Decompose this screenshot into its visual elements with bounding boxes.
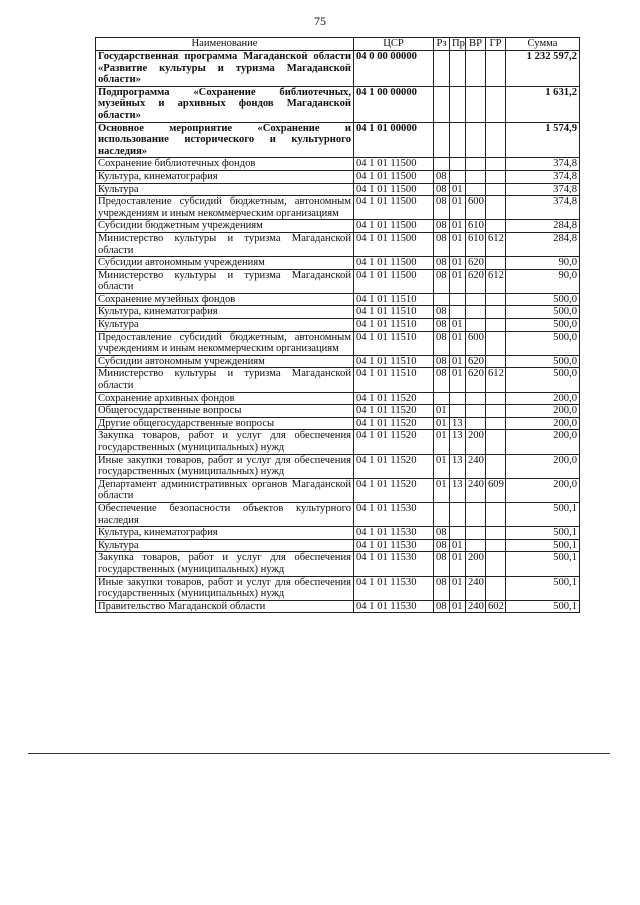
row-gr-cell [486, 196, 506, 220]
table-row [96, 478, 580, 502]
row-sum-cell: 1 631,2 [506, 86, 580, 122]
row-csr-cell: 04 1 01 11510 [354, 306, 434, 319]
row-sum-cell: 200,0 [506, 405, 580, 418]
table-row [96, 51, 580, 87]
table-row [96, 331, 580, 355]
row-vr-cell: 610 [466, 220, 486, 233]
row-vr-cell: 610 [466, 232, 486, 256]
table-row [96, 392, 580, 405]
row-gr-cell [486, 183, 506, 196]
row-sum-cell: 500,0 [506, 319, 580, 332]
row-sum-cell: 500,0 [506, 331, 580, 355]
row-vr-cell: 620 [466, 355, 486, 368]
row-gr-cell [486, 158, 506, 171]
table-row [96, 183, 580, 196]
row-rz-cell: 08 [434, 368, 450, 392]
row-vr-cell [466, 417, 486, 430]
row-csr-cell: 04 1 01 11520 [354, 454, 434, 478]
row-gr-cell [486, 502, 506, 526]
table-row [96, 600, 580, 613]
row-name-cell: Предоставление субсидий бюджетным, автономным учреждениям и иным некоммерческим организациям [96, 196, 354, 220]
row-name-cell: Общегосударственные вопросы [96, 405, 354, 418]
row-csr-cell: 04 1 01 00000 [354, 122, 434, 158]
row-pr-cell [450, 122, 466, 158]
row-gr-cell [486, 552, 506, 576]
row-name-cell: Основное мероприятие «Сохранение и использование исторического и культурного наследия» [96, 122, 354, 158]
row-sum-cell: 200,0 [506, 392, 580, 405]
row-name-cell: Культура [96, 319, 354, 332]
row-name-cell: Иные закупки товаров, работ и услуг для обеспечения государственных (муниципальных) нужд [96, 576, 354, 600]
row-gr-cell [486, 392, 506, 405]
row-rz-cell: 08 [434, 232, 450, 256]
row-rz-cell: 08 [434, 539, 450, 552]
row-csr-cell: 04 1 01 11520 [354, 430, 434, 454]
row-gr-cell [486, 576, 506, 600]
row-pr-cell: 13 [450, 430, 466, 454]
row-pr-cell [450, 306, 466, 319]
row-vr-cell [466, 86, 486, 122]
row-name-cell: Правительство Магаданской области [96, 600, 354, 613]
row-pr-cell [450, 86, 466, 122]
row-rz-cell [434, 86, 450, 122]
row-sum-cell: 500,0 [506, 293, 580, 306]
row-csr-cell: 04 0 00 00000 [354, 51, 434, 87]
table-row [96, 196, 580, 220]
row-pr-cell: 01 [450, 269, 466, 293]
row-sum-cell: 374,8 [506, 183, 580, 196]
row-pr-cell: 01 [450, 355, 466, 368]
row-sum-cell: 374,8 [506, 170, 580, 183]
header-sum: Сумма [506, 38, 580, 51]
row-vr-cell: 620 [466, 368, 486, 392]
row-name-cell: Предоставление субсидий бюджетным, автономным учреждениям и иным некоммерческим организациям [96, 331, 354, 355]
row-name-cell: Департамент административных органов Магаданской области [96, 478, 354, 502]
row-pr-cell: 01 [450, 552, 466, 576]
row-sum-cell: 374,8 [506, 158, 580, 171]
row-pr-cell: 01 [450, 576, 466, 600]
header-gr: ГР [486, 38, 506, 51]
row-csr-cell: 04 1 00 00000 [354, 86, 434, 122]
row-csr-cell: 04 1 01 11500 [354, 158, 434, 171]
header-rz: Рз [434, 38, 450, 51]
row-csr-cell: 04 1 01 11530 [354, 552, 434, 576]
row-vr-cell: 240 [466, 576, 486, 600]
row-vr-cell: 240 [466, 454, 486, 478]
row-vr-cell [466, 319, 486, 332]
table-body [96, 51, 580, 613]
row-name-cell: Культура, кинематография [96, 306, 354, 319]
row-rz-cell: 01 [434, 478, 450, 502]
row-sum-cell: 500,0 [506, 355, 580, 368]
table-row [96, 527, 580, 540]
row-csr-cell: 04 1 01 11510 [354, 355, 434, 368]
row-vr-cell [466, 122, 486, 158]
row-rz-cell [434, 293, 450, 306]
row-sum-cell: 90,0 [506, 257, 580, 270]
row-gr-cell [486, 417, 506, 430]
row-rz-cell [434, 122, 450, 158]
row-rz-cell: 08 [434, 600, 450, 613]
row-rz-cell: 08 [434, 257, 450, 270]
row-gr-cell: 609 [486, 478, 506, 502]
table-row [96, 502, 580, 526]
row-sum-cell: 1 232 597,2 [506, 51, 580, 87]
row-vr-cell: 200 [466, 552, 486, 576]
row-rz-cell: 08 [434, 196, 450, 220]
header-name: Наименование [96, 38, 354, 51]
row-pr-cell [450, 51, 466, 87]
row-rz-cell [434, 51, 450, 87]
row-name-cell: Государственная программа Магаданской области «Развитие культуры и туризма Магаданской области» [96, 51, 354, 87]
row-vr-cell: 600 [466, 196, 486, 220]
row-rz-cell: 01 [434, 454, 450, 478]
row-gr-cell [486, 355, 506, 368]
row-rz-cell: 08 [434, 319, 450, 332]
row-gr-cell [486, 527, 506, 540]
row-vr-cell: 600 [466, 331, 486, 355]
row-rz-cell: 08 [434, 220, 450, 233]
table-row [96, 122, 580, 158]
row-vr-cell: 200 [466, 430, 486, 454]
row-csr-cell: 04 1 01 11530 [354, 539, 434, 552]
row-sum-cell: 200,0 [506, 478, 580, 502]
row-rz-cell: 08 [434, 306, 450, 319]
row-vr-cell [466, 293, 486, 306]
row-name-cell: Другие общегосударственные вопросы [96, 417, 354, 430]
table-row [96, 552, 580, 576]
row-pr-cell: 01 [450, 319, 466, 332]
row-csr-cell: 04 1 01 11530 [354, 576, 434, 600]
row-csr-cell: 04 1 01 11510 [354, 331, 434, 355]
row-rz-cell [434, 158, 450, 171]
row-name-cell: Обеспечение безопасности объектов культурного наследия [96, 502, 354, 526]
row-vr-cell [466, 183, 486, 196]
row-csr-cell: 04 1 01 11510 [354, 319, 434, 332]
row-gr-cell [486, 170, 506, 183]
row-vr-cell [466, 158, 486, 171]
row-name-cell: Министерство культуры и туризма Магаданской области [96, 232, 354, 256]
row-pr-cell: 01 [450, 220, 466, 233]
row-csr-cell: 04 1 01 11510 [354, 368, 434, 392]
table-row [96, 232, 580, 256]
row-gr-cell [486, 51, 506, 87]
row-name-cell: Подпрограмма «Сохранение библиотечных, музейных и архивных фондов Магаданской области» [96, 86, 354, 122]
row-gr-cell [486, 539, 506, 552]
row-rz-cell: 08 [434, 576, 450, 600]
row-name-cell: Культура, кинематография [96, 527, 354, 540]
row-name-cell: Закупка товаров, работ и услуг для обеспечения государственных (муниципальных) нужд [96, 552, 354, 576]
row-vr-cell [466, 170, 486, 183]
row-name-cell: Сохранение музейных фондов [96, 293, 354, 306]
row-name-cell: Культура [96, 539, 354, 552]
row-name-cell: Министерство культуры и туризма Магаданской области [96, 269, 354, 293]
row-gr-cell: 602 [486, 600, 506, 613]
row-vr-cell [466, 51, 486, 87]
row-name-cell: Субсидии автономным учреждениям [96, 355, 354, 368]
row-rz-cell: 08 [434, 355, 450, 368]
row-pr-cell: 01 [450, 196, 466, 220]
row-rz-cell [434, 502, 450, 526]
row-csr-cell: 04 1 01 11520 [354, 417, 434, 430]
row-csr-cell: 04 1 01 11530 [354, 502, 434, 526]
row-gr-cell [486, 405, 506, 418]
table-row [96, 405, 580, 418]
row-pr-cell: 01 [450, 600, 466, 613]
row-vr-cell: 240 [466, 600, 486, 613]
row-vr-cell [466, 527, 486, 540]
row-gr-cell [486, 257, 506, 270]
row-name-cell: Субсидии бюджетным учреждениям [96, 220, 354, 233]
row-sum-cell: 500,1 [506, 539, 580, 552]
row-csr-cell: 04 1 01 11500 [354, 232, 434, 256]
table-row [96, 293, 580, 306]
row-pr-cell: 01 [450, 257, 466, 270]
table-row [96, 158, 580, 171]
row-csr-cell: 04 1 01 11520 [354, 392, 434, 405]
row-gr-cell: 612 [486, 232, 506, 256]
row-gr-cell [486, 306, 506, 319]
row-sum-cell: 284,8 [506, 220, 580, 233]
row-csr-cell: 04 1 01 11500 [354, 196, 434, 220]
row-name-cell: Культура, кинематография [96, 170, 354, 183]
table-row [96, 454, 580, 478]
row-csr-cell: 04 1 01 11530 [354, 600, 434, 613]
page-number: 75 [314, 14, 326, 28]
row-vr-cell: 240 [466, 478, 486, 502]
footnote-divider [28, 753, 610, 754]
row-csr-cell: 04 1 01 11520 [354, 478, 434, 502]
row-sum-cell: 374,8 [506, 196, 580, 220]
row-sum-cell: 500,1 [506, 600, 580, 613]
row-pr-cell [450, 502, 466, 526]
row-vr-cell: 620 [466, 269, 486, 293]
row-csr-cell: 04 1 01 11510 [354, 293, 434, 306]
row-name-cell: Министерство культуры и туризма Магаданской области [96, 368, 354, 392]
row-vr-cell [466, 405, 486, 418]
table-row [96, 355, 580, 368]
row-pr-cell [450, 392, 466, 405]
row-sum-cell: 200,0 [506, 417, 580, 430]
table-row [96, 220, 580, 233]
row-sum-cell: 1 574,9 [506, 122, 580, 158]
row-csr-cell: 04 1 01 11520 [354, 405, 434, 418]
row-vr-cell [466, 502, 486, 526]
row-sum-cell: 500,0 [506, 368, 580, 392]
row-rz-cell: 08 [434, 269, 450, 293]
table-row [96, 417, 580, 430]
header-vr: ВР [466, 38, 486, 51]
row-name-cell: Субсидии автономным учреждениям [96, 257, 354, 270]
table-row [96, 319, 580, 332]
row-sum-cell: 500,1 [506, 527, 580, 540]
row-vr-cell: 620 [466, 257, 486, 270]
row-rz-cell: 08 [434, 331, 450, 355]
row-rz-cell: 08 [434, 170, 450, 183]
row-pr-cell: 13 [450, 417, 466, 430]
table-row [96, 306, 580, 319]
row-rz-cell: 08 [434, 527, 450, 540]
row-name-cell: Иные закупки товаров, работ и услуг для обеспечения государственных (муниципальных) нужд [96, 454, 354, 478]
row-rz-cell [434, 392, 450, 405]
row-gr-cell: 612 [486, 368, 506, 392]
row-csr-cell: 04 1 01 11500 [354, 220, 434, 233]
row-pr-cell: 13 [450, 454, 466, 478]
row-vr-cell [466, 306, 486, 319]
table-row [96, 170, 580, 183]
row-vr-cell [466, 392, 486, 405]
row-pr-cell: 01 [450, 232, 466, 256]
table-row [96, 430, 580, 454]
row-sum-cell: 500,1 [506, 576, 580, 600]
header-pr: Пр [450, 38, 466, 51]
table-row [96, 269, 580, 293]
row-vr-cell [466, 539, 486, 552]
row-sum-cell: 284,8 [506, 232, 580, 256]
row-gr-cell [486, 331, 506, 355]
row-name-cell: Культура [96, 183, 354, 196]
row-csr-cell: 04 1 01 11500 [354, 257, 434, 270]
table-row [96, 257, 580, 270]
row-rz-cell: 01 [434, 417, 450, 430]
row-rz-cell: 01 [434, 430, 450, 454]
row-name-cell: Сохранение библиотечных фондов [96, 158, 354, 171]
row-gr-cell [486, 86, 506, 122]
row-pr-cell [450, 170, 466, 183]
row-pr-cell: 01 [450, 183, 466, 196]
row-sum-cell: 200,0 [506, 454, 580, 478]
row-name-cell: Сохранение архивных фондов [96, 392, 354, 405]
table-row [96, 539, 580, 552]
header-csr: ЦСР [354, 38, 434, 51]
row-csr-cell: 04 1 01 11530 [354, 527, 434, 540]
row-gr-cell [486, 430, 506, 454]
row-rz-cell: 01 [434, 405, 450, 418]
row-pr-cell: 01 [450, 331, 466, 355]
row-pr-cell: 01 [450, 368, 466, 392]
row-sum-cell: 500,1 [506, 552, 580, 576]
row-pr-cell: 01 [450, 539, 466, 552]
row-pr-cell: 13 [450, 478, 466, 502]
row-sum-cell: 200,0 [506, 430, 580, 454]
row-pr-cell [450, 405, 466, 418]
row-sum-cell: 500,0 [506, 306, 580, 319]
row-pr-cell [450, 158, 466, 171]
table-header-row [96, 38, 580, 51]
row-pr-cell [450, 527, 466, 540]
row-csr-cell: 04 1 01 11500 [354, 183, 434, 196]
row-sum-cell: 500,1 [506, 502, 580, 526]
row-gr-cell [486, 122, 506, 158]
row-gr-cell [486, 454, 506, 478]
row-gr-cell: 612 [486, 269, 506, 293]
row-gr-cell [486, 220, 506, 233]
row-pr-cell [450, 293, 466, 306]
row-name-cell: Закупка товаров, работ и услуг для обеспечения государственных (муниципальных) нужд [96, 430, 354, 454]
table-row [96, 368, 580, 392]
table-row [96, 86, 580, 122]
row-gr-cell [486, 293, 506, 306]
row-gr-cell [486, 319, 506, 332]
row-rz-cell: 08 [434, 552, 450, 576]
table-row [96, 576, 580, 600]
budget-table [95, 37, 580, 613]
row-csr-cell: 04 1 01 11500 [354, 269, 434, 293]
row-rz-cell: 08 [434, 183, 450, 196]
row-sum-cell: 90,0 [506, 269, 580, 293]
row-csr-cell: 04 1 01 11500 [354, 170, 434, 183]
